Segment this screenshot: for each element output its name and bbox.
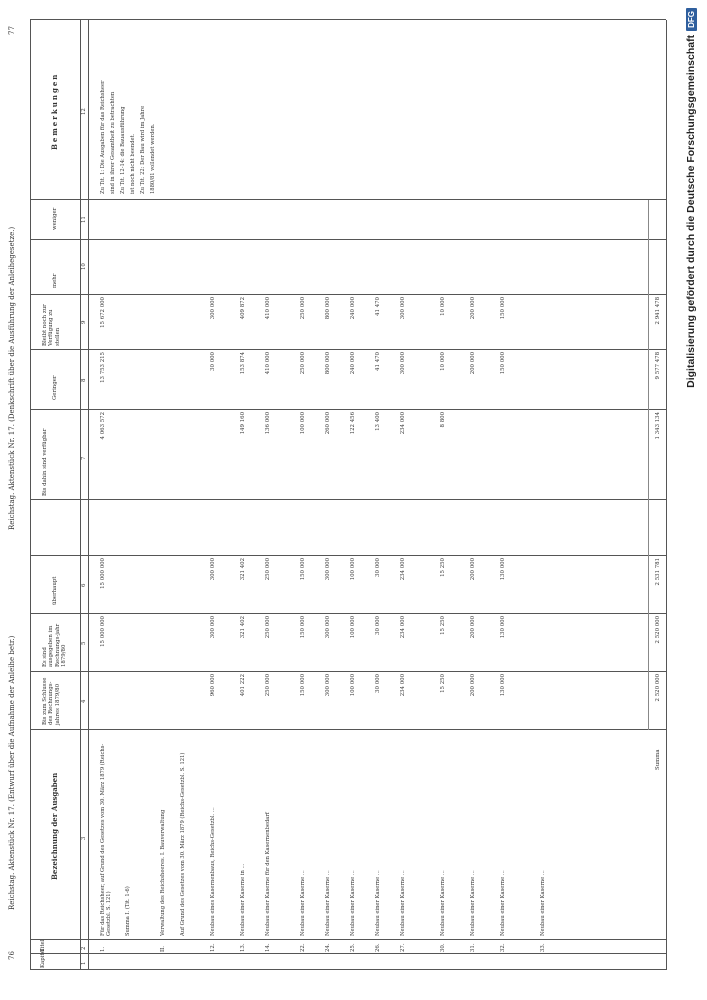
row-number: 13. (240, 943, 246, 952)
header-kapitel: Kapitel (40, 948, 46, 968)
col-line-1 (30, 953, 666, 954)
row-value-f: 200 000 (470, 297, 476, 320)
row-number: 32. (500, 943, 506, 952)
row-value-a: 960 000 (210, 674, 216, 697)
row-value-f: 409 872 (240, 297, 246, 320)
row-description: Neubau einer Kaserne für den Kasernenbedarf (265, 812, 271, 936)
row-value-b: 130 000 (500, 616, 506, 639)
header-ueberhaupt: überhaupt (52, 576, 58, 605)
row-value-f: 15 672 000 (100, 297, 106, 328)
row-value-c: 150 000 (300, 558, 306, 581)
row-value-b: 15 000 000 (100, 616, 106, 647)
row-value-a: 150 000 (300, 674, 306, 697)
row-value-e: 153 874 (240, 352, 246, 375)
row-description: Summa I. (Tit. 1-6) (125, 886, 131, 936)
row-description: Neubau einer Kaserne ... (400, 870, 406, 936)
row-value-f: 240 000 (350, 297, 356, 320)
col-line-0 (30, 969, 666, 970)
row-value-e: 10 000 (440, 352, 446, 371)
row-value-b: 300 000 (325, 616, 331, 639)
col-line-12 (30, 199, 666, 200)
totals-b: 2 520 000 (655, 616, 661, 644)
right-page-title: Reichstag. Aktenstück Nr. 17. (Denkschrift über die Ausführung der Anleihegesetze.) (8, 226, 16, 530)
row-value-e: 240 000 (350, 352, 356, 375)
row-value-c: 15 250 (440, 558, 446, 577)
dfg-logo: DFG (686, 8, 697, 31)
row-number: 33. (540, 943, 546, 952)
row-value-c: 100 000 (350, 558, 356, 581)
row-value-e: 200 000 (470, 352, 476, 375)
row-description: Neubau einer Kaserne ... (300, 870, 306, 936)
col-line-13 (30, 19, 666, 20)
header-bezeichnung: Bezeichnung der Ausgaben (50, 772, 59, 880)
row-value-a: 130 000 (500, 674, 506, 697)
row-number: II. (160, 946, 166, 952)
colnum-1: 1 (81, 961, 87, 965)
totals-e: 9 577 478 (655, 352, 661, 380)
row-value-f: 300 000 (400, 297, 406, 320)
row-number: 14. (265, 943, 271, 952)
table-top-rule (30, 20, 31, 970)
row-description: Neubau einer Kaserne ... (325, 870, 331, 936)
row-value-e: 30 000 (210, 352, 216, 371)
col-line-11 (30, 239, 666, 240)
row-number: 1. (100, 946, 106, 952)
row-value-e: 250 000 (300, 352, 306, 375)
totals-f: 2 941 478 (655, 297, 661, 325)
row-value-b: 100 000 (350, 616, 356, 639)
col-line-4 (30, 671, 666, 672)
header-zu-jahr: Es sind ausgegeben im Rechnungs-jahr 1879/80 (42, 623, 68, 667)
row-value-e: 300 000 (400, 352, 406, 375)
col-line-9 (30, 349, 666, 350)
row-value-f: 300 000 (210, 297, 216, 320)
row-value-c: 30 000 (375, 558, 381, 577)
row-value-e: 800 000 (325, 352, 331, 375)
row-value-b: 150 000 (300, 616, 306, 639)
row-value-c: 200 000 (470, 558, 476, 581)
totals-d: 1 343 134 (655, 412, 661, 440)
colnum-3: 3 (81, 836, 87, 840)
header-bis-dahin: Bis dahin sind verfügbar (42, 428, 48, 496)
row-value-a: 200 000 (470, 674, 476, 697)
row-number: 25. (350, 943, 356, 952)
col-line-8 (30, 409, 666, 410)
row-value-f: 250 000 (300, 297, 306, 320)
colnum-5: 5 (81, 641, 87, 645)
row-value-c: 250 000 (265, 558, 271, 581)
row-value-b: 300 000 (210, 616, 216, 639)
row-value-f: 410 000 (265, 297, 271, 320)
left-page-number: 76 (8, 951, 16, 960)
row-value-d: 13 400 (375, 412, 381, 431)
row-value-d: 8 800 (440, 412, 446, 428)
row-number: 24. (325, 943, 331, 952)
row-number: 22. (300, 943, 306, 952)
table-bottom-rule (666, 20, 667, 970)
row-value-c: 15 000 000 (100, 558, 106, 589)
row-value-f: 800 000 (325, 297, 331, 320)
header-bis-zum-schluss: Bis zum Schlusse des Rechnungs-jahres 1879/80 (42, 677, 61, 725)
colnum-9: 9 (81, 320, 87, 324)
col-line-2 (30, 939, 666, 940)
right-page-number: 77 (8, 26, 16, 35)
colnum-11: 11 (81, 216, 87, 223)
row-value-c: 321 402 (240, 558, 246, 581)
row-value-a: 401 222 (240, 674, 246, 697)
row-value-c: 300 000 (325, 558, 331, 581)
remark-line: sind in ihrer Gesamtheit zu betrachten (110, 91, 116, 194)
dfg-credit (681, 8, 701, 992)
row-number: 30. (440, 943, 446, 952)
row-value-d: 136 000 (265, 412, 271, 435)
colnum-7: 7 (81, 456, 87, 460)
row-number: 26. (375, 943, 381, 952)
header-titel: Titel (40, 939, 46, 952)
left-page-title: Reichstag. Aktenstück Nr. 17. (Entwurf über die Aufnahme der Anleihe betr.) (8, 635, 16, 910)
row-value-b: 200 000 (470, 616, 476, 639)
row-value-a: 300 000 (325, 674, 331, 697)
row-description: Neubau einer Kaserne ... (350, 870, 356, 936)
totals-c: 2 531 781 (655, 558, 661, 586)
colnum-8: 8 (81, 378, 87, 382)
row-value-f: 10 000 (440, 297, 446, 316)
row-value-f: 41 470 (375, 297, 381, 316)
row-value-d: 149 160 (240, 412, 246, 435)
row-value-d: 260 000 (325, 412, 331, 435)
row-description: Neubau einer Kaserne ... (540, 870, 546, 936)
col-line-10 (30, 294, 666, 295)
row-description: Für das Reichsheer, auf Grund des Gesetzes vom 30. März 1879 (Reichs-Gesetzbl. S. 121) (100, 743, 113, 936)
row-description: Neubau einer Kaserne ... (500, 870, 506, 936)
colnum-2: 2 (81, 946, 87, 950)
row-value-b: 234 000 (400, 616, 406, 639)
remark-line: ist noch nicht beendet. (130, 133, 136, 194)
totals-label: Summa (655, 749, 661, 770)
header-geringer: Geringer (52, 375, 58, 400)
colnum-10: 10 (81, 263, 87, 270)
row-description: Neubau eines Kasernenbaus, Reichs-Gesetzbl. ... (210, 807, 216, 936)
row-value-d: 4 063 572 (100, 412, 106, 440)
remark-line: Zu Tit. 12-14: die Bauausführung (120, 106, 126, 194)
row-value-e: 13 753 215 (100, 352, 106, 383)
row-value-a: 30 000 (375, 674, 381, 693)
header-bleibt: Bleibt noch zur Verfügung zu stellen (42, 304, 61, 346)
row-number: 12. (210, 943, 216, 952)
row-value-d: 122 456 (350, 412, 356, 435)
row-value-b: 321 402 (240, 616, 246, 639)
row-description: Neubau einer Kaserne ... (375, 870, 381, 936)
colnum-12: 12 (81, 108, 87, 115)
row-number: 31. (470, 943, 476, 952)
header-mehr: mehr (52, 273, 58, 288)
row-value-d: 100 000 (300, 412, 306, 435)
row-description: Auf Grund des Gesetzes vom 30. März 1879 (Reichs-Gesetzbl. S. 121) (180, 752, 186, 936)
remark-line: Zu Tit. 1: Die Ausgaben für das Reichsheer (100, 80, 106, 194)
dfg-credit-text: Digitalisierung gefördert durch die Deutsche Forschungsgemeinschaft (685, 34, 697, 388)
totals-a: 2 520 000 (655, 674, 661, 702)
row-value-e: 41 470 (375, 352, 381, 371)
col-line-3 (30, 729, 666, 730)
row-value-a: 234 000 (400, 674, 406, 697)
row-value-e: 150 000 (500, 352, 506, 375)
row-value-a: 100 000 (350, 674, 356, 697)
header-bottom-rule (80, 20, 81, 970)
col-line-6 (30, 555, 666, 556)
row-value-c: 300 000 (210, 558, 216, 581)
row-value-f: 150 000 (500, 297, 506, 320)
row-value-c: 130 000 (500, 558, 506, 581)
dfg-sidebar (681, 8, 701, 992)
row-description: Neubau einer Kaserne ... (470, 870, 476, 936)
col-line-5 (30, 613, 666, 614)
header-weniger: weniger (52, 207, 58, 230)
row-value-b: 250 000 (265, 616, 271, 639)
totals-rule (648, 200, 649, 730)
remark-line: 1880/81 vollendet werden. (150, 123, 156, 194)
header-bemerkungen: Bemerkungen (50, 72, 59, 150)
row-description: Verwaltung des Reichsheeres. I. Bauverwaltung (160, 809, 166, 936)
row-value-e: 410 000 (265, 352, 271, 375)
row-value-a: 250 000 (265, 674, 271, 697)
row-value-b: 30 000 (375, 616, 381, 635)
colnum-6: 6 (81, 583, 87, 587)
row-value-d: 234 000 (400, 412, 406, 435)
row-description: Neubau einer Kaserne in ... (240, 863, 246, 936)
row-description: Neubau einer Kaserne ... (440, 870, 446, 936)
row-number: 27. (400, 943, 406, 952)
colnum-4: 4 (81, 699, 87, 703)
remark-line: Zu Tit. 22: Der Bau wird im Jahre (140, 105, 146, 194)
column-number-rule (88, 20, 89, 970)
row-value-c: 234 000 (400, 558, 406, 581)
row-value-a: 15 250 (440, 674, 446, 693)
col-line-7 (30, 499, 666, 500)
row-value-b: 15 250 (440, 616, 446, 635)
